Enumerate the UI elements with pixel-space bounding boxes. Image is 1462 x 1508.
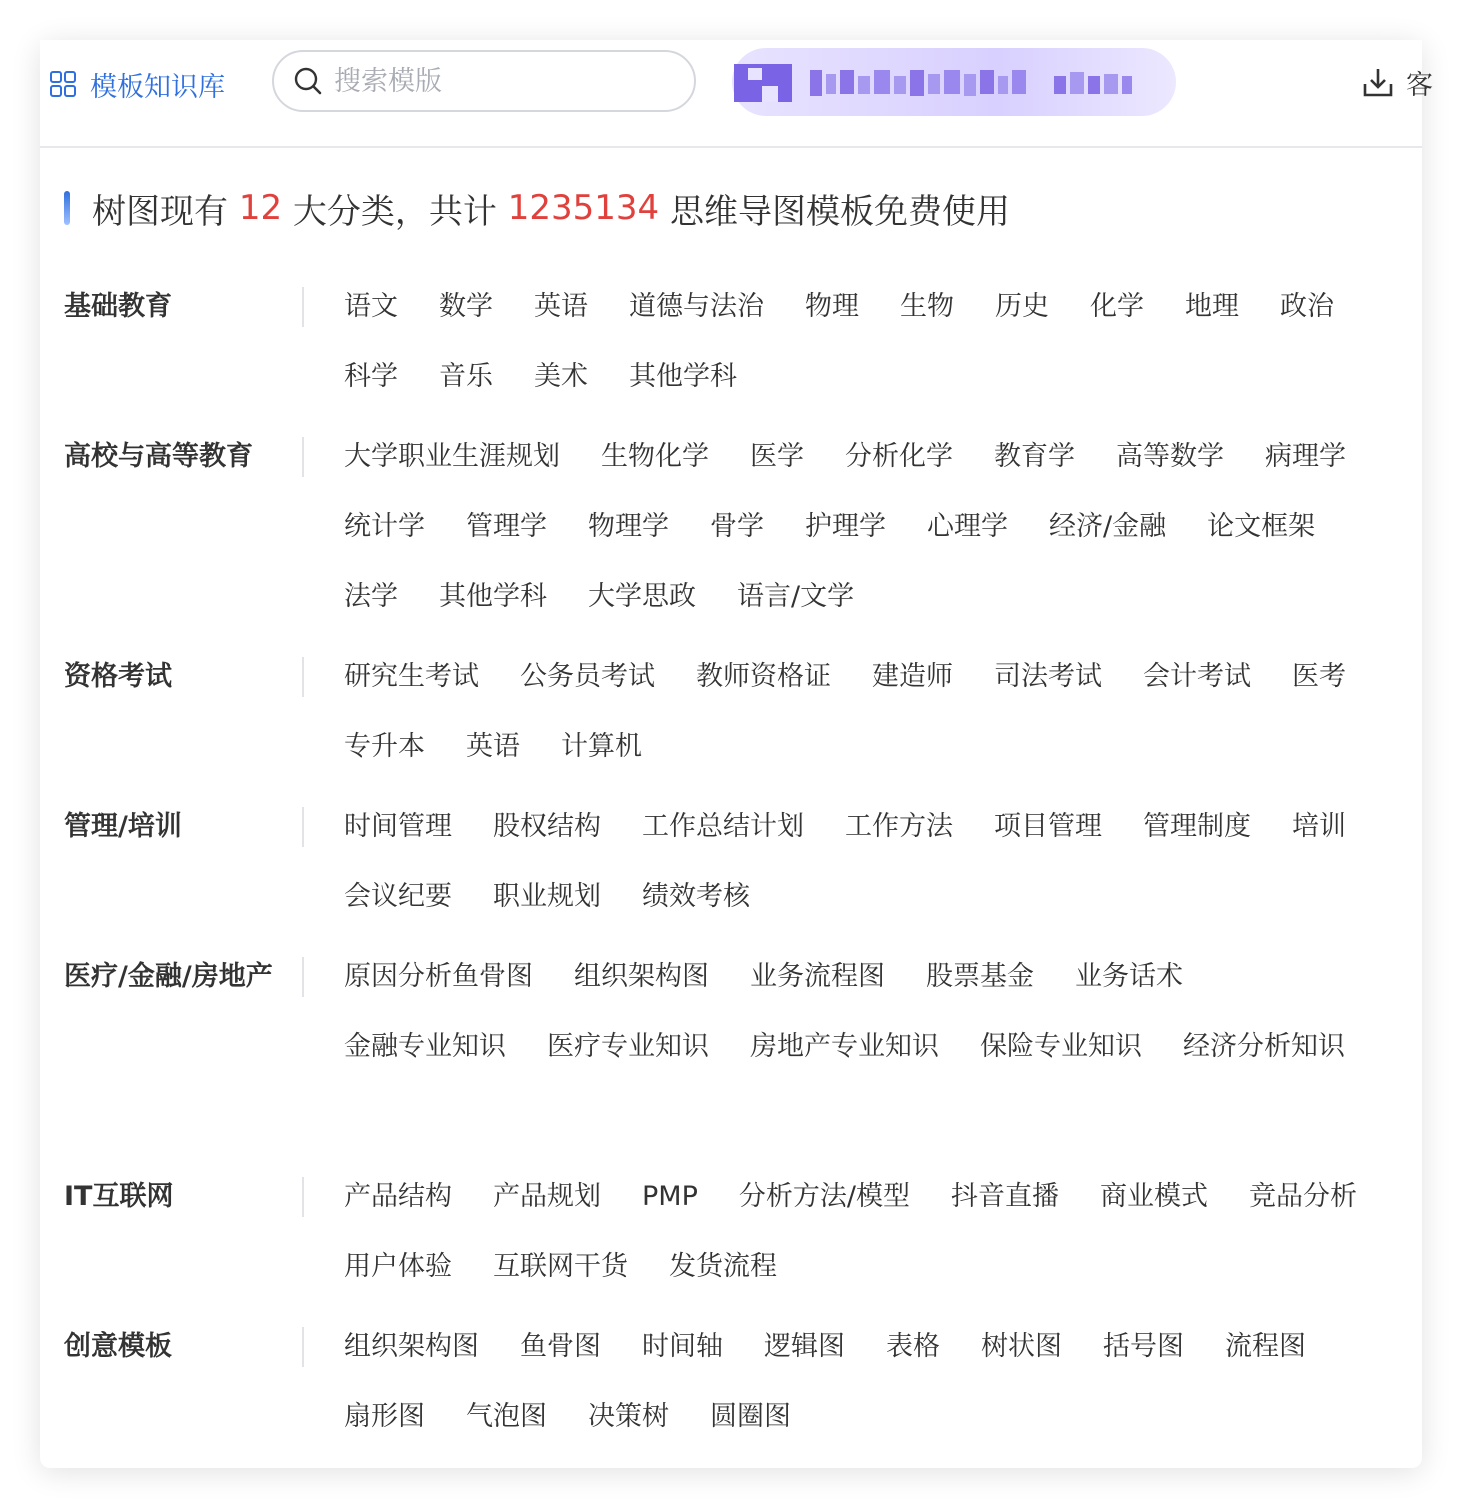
category-item-link[interactable]: 大学职业生涯规划 — [344, 441, 560, 472]
category-name[interactable]: 基础教育 — [64, 291, 172, 322]
category-item-link[interactable]: 竞品分析 — [1248, 1181, 1357, 1212]
category-item-link[interactable]: 教育学 — [994, 441, 1075, 472]
category-item-link[interactable]: 骨学 — [710, 511, 764, 542]
category-item-link[interactable]: 语言/文学 — [737, 581, 855, 612]
category-name[interactable]: 创意模板 — [64, 1331, 172, 1362]
category-item-link[interactable]: 业务话术 — [1075, 961, 1183, 992]
top-bar — [40, 40, 1433, 148]
category-item-link[interactable]: 道德与法治 — [629, 291, 764, 322]
headline — [64, 186, 1010, 230]
category-item-link[interactable]: 抖音直播 — [950, 1181, 1059, 1212]
category-item-link[interactable]: 音乐 — [439, 361, 493, 392]
category-item-link[interactable]: 保险专业知识 — [980, 1031, 1142, 1062]
category-item-link[interactable]: 医学 — [750, 441, 804, 472]
category-items — [344, 642, 1404, 782]
category-item-link[interactable]: 绩效考核 — [642, 881, 750, 912]
grid-icon — [50, 71, 76, 97]
category-item-link[interactable]: 美术 — [534, 361, 588, 392]
category-items — [344, 1162, 1404, 1302]
category-divider — [302, 957, 304, 997]
download-label: 客 — [1406, 69, 1433, 101]
download-client-button[interactable] — [1362, 62, 1433, 102]
category-item-link[interactable]: 研究生考试 — [344, 661, 479, 692]
category-item-link[interactable]: 经济分析知识 — [1183, 1031, 1345, 1062]
download-icon — [1362, 66, 1394, 98]
category-item-link[interactable]: 职业规划 — [493, 881, 601, 912]
category-divider — [302, 437, 304, 477]
category-item-link[interactable]: 业务流程图 — [750, 961, 885, 992]
category-item-link[interactable]: 语文 — [344, 291, 398, 322]
category-name[interactable]: 管理/培训 — [64, 811, 182, 842]
category-item-link[interactable]: 专升本 — [344, 731, 425, 762]
category-item-link[interactable]: 组织架构图 — [574, 961, 709, 992]
category-item-link[interactable]: 管理制度 — [1143, 811, 1251, 842]
template-library-link[interactable] — [50, 64, 225, 104]
category-item-link[interactable]: 时间管理 — [344, 811, 452, 842]
category-item-link[interactable]: 心理学 — [927, 511, 1008, 542]
category-item-link[interactable]: 司法考试 — [994, 661, 1102, 692]
category-item-link[interactable]: 护理学 — [805, 511, 886, 542]
category-item-link[interactable]: 股权结构 — [493, 811, 601, 842]
category-item-link[interactable]: 化学 — [1090, 291, 1144, 322]
category-divider — [302, 1177, 304, 1217]
category-item-link[interactable]: 建造师 — [872, 661, 953, 692]
category-item-link[interactable]: 病理学 — [1265, 441, 1346, 472]
category-item-link[interactable]: 商业模式 — [1099, 1181, 1208, 1212]
category-item-link[interactable]: 历史 — [995, 291, 1049, 322]
category-item-link[interactable]: 生物 — [900, 291, 954, 322]
category-item-link[interactable]: 经济/金融 — [1049, 511, 1167, 542]
category-item-link[interactable]: 项目管理 — [994, 811, 1102, 842]
category-item-link[interactable]: 发货流程 — [669, 1251, 777, 1282]
category-divider — [302, 657, 304, 697]
category-item-link[interactable]: 决策树 — [588, 1401, 669, 1432]
headline-suffix: 思维导图模板免费使用 — [659, 191, 1010, 232]
category-item-link[interactable]: 科学 — [344, 361, 398, 392]
headline-accent-bar — [64, 191, 70, 225]
category-item-link[interactable]: 会议纪要 — [344, 881, 452, 912]
category-item-link[interactable]: PMP — [642, 1181, 698, 1212]
category-divider — [302, 287, 304, 327]
app-window — [40, 40, 1433, 1468]
category-item-link[interactable]: 圆圈图 — [710, 1401, 791, 1432]
category-item-link[interactable]: 高等数学 — [1116, 441, 1224, 472]
category-item-link[interactable]: 论文框架 — [1207, 511, 1316, 542]
category-item-link[interactable]: 统计学 — [344, 511, 425, 542]
category-item-link[interactable]: 互联网干货 — [493, 1251, 628, 1282]
category-item-link[interactable]: 政治 — [1280, 291, 1334, 322]
category-count: 12 — [238, 188, 283, 228]
category-item-link[interactable]: 医疗专业知识 — [547, 1031, 709, 1062]
category-item-link[interactable]: 教师资格证 — [696, 661, 831, 692]
category-item-link[interactable]: 括号图 — [1103, 1331, 1184, 1362]
category-item-link[interactable]: 原因分析鱼骨图 — [344, 961, 533, 992]
category-item-link[interactable]: 其他学科 — [439, 581, 547, 612]
category-item-link[interactable]: 用户体验 — [344, 1251, 452, 1282]
category-item-link[interactable]: 会计考试 — [1143, 661, 1251, 692]
category-item-link[interactable]: 其他学科 — [629, 361, 737, 392]
category-name[interactable]: 高校与高等教育 — [64, 441, 253, 472]
category-item-link[interactable]: 时间轴 — [642, 1331, 723, 1362]
category-items — [344, 272, 1404, 412]
category-item-link[interactable]: 大学思政 — [588, 581, 696, 612]
category-divider — [302, 1327, 304, 1367]
template-count: 1235134 — [507, 188, 660, 228]
category-items — [344, 422, 1404, 632]
category-item-link[interactable]: 数学 — [439, 291, 493, 322]
brand-label: 模板知识库 — [90, 71, 225, 103]
category-item-link[interactable]: 鱼骨图 — [520, 1331, 601, 1362]
search-icon — [294, 67, 322, 95]
category-item-link[interactable]: 英语 — [534, 291, 588, 322]
category-item-link[interactable]: 医考 — [1292, 661, 1346, 692]
category-item-link[interactable]: 产品规划 — [493, 1181, 601, 1212]
category-item-link[interactable]: 股票基金 — [926, 961, 1034, 992]
category-item-link[interactable]: 房地产专业知识 — [750, 1031, 939, 1062]
category-name[interactable]: 医疗/金融/房地产 — [64, 961, 273, 992]
category-item-link[interactable]: 公务员考试 — [520, 661, 655, 692]
category-name[interactable]: IT互联网 — [64, 1181, 174, 1212]
category-name[interactable]: 资格考试 — [64, 661, 172, 692]
search-input[interactable] — [332, 65, 656, 98]
category-item-link[interactable]: 表格 — [886, 1331, 940, 1362]
headline-prefix: 树图现有 — [92, 191, 239, 232]
category-item-link[interactable]: 物理学 — [588, 511, 669, 542]
category-item-link[interactable]: 工作总结计划 — [642, 811, 804, 842]
category-items — [344, 792, 1404, 932]
category-item-link[interactable]: 地理 — [1185, 291, 1239, 322]
category-item-link[interactable]: 扇形图 — [344, 1401, 425, 1432]
category-item-link[interactable]: 英语 — [466, 731, 520, 762]
category-items — [344, 942, 1404, 1082]
category-item-link[interactable]: 培训 — [1292, 811, 1346, 842]
promo-banner[interactable] — [732, 48, 1176, 116]
category-item-link[interactable]: 计算机 — [561, 731, 642, 762]
category-item-link[interactable]: 组织架构图 — [344, 1331, 479, 1362]
category-item-link[interactable]: 流程图 — [1225, 1331, 1306, 1362]
category-items — [344, 1312, 1404, 1452]
category-item-link[interactable]: 物理 — [805, 291, 859, 322]
category-panel — [40, 148, 1422, 1468]
category-item-link[interactable]: 产品结构 — [344, 1181, 452, 1212]
category-item-link[interactable]: 分析方法/模型 — [738, 1181, 910, 1212]
category-item-link[interactable]: 气泡图 — [466, 1401, 547, 1432]
category-item-link[interactable]: 法学 — [344, 581, 398, 612]
category-divider — [302, 807, 304, 847]
category-item-link[interactable]: 逻辑图 — [764, 1331, 845, 1362]
headline-middle: 大分类，共计 — [282, 191, 508, 232]
category-item-link[interactable]: 管理学 — [466, 511, 547, 542]
category-item-link[interactable]: 金融专业知识 — [344, 1031, 506, 1062]
category-item-link[interactable]: 树状图 — [981, 1331, 1062, 1362]
category-item-link[interactable]: 工作方法 — [845, 811, 953, 842]
search-box[interactable] — [272, 50, 696, 112]
category-item-link[interactable]: 分析化学 — [845, 441, 953, 472]
category-item-link[interactable]: 生物化学 — [601, 441, 709, 472]
